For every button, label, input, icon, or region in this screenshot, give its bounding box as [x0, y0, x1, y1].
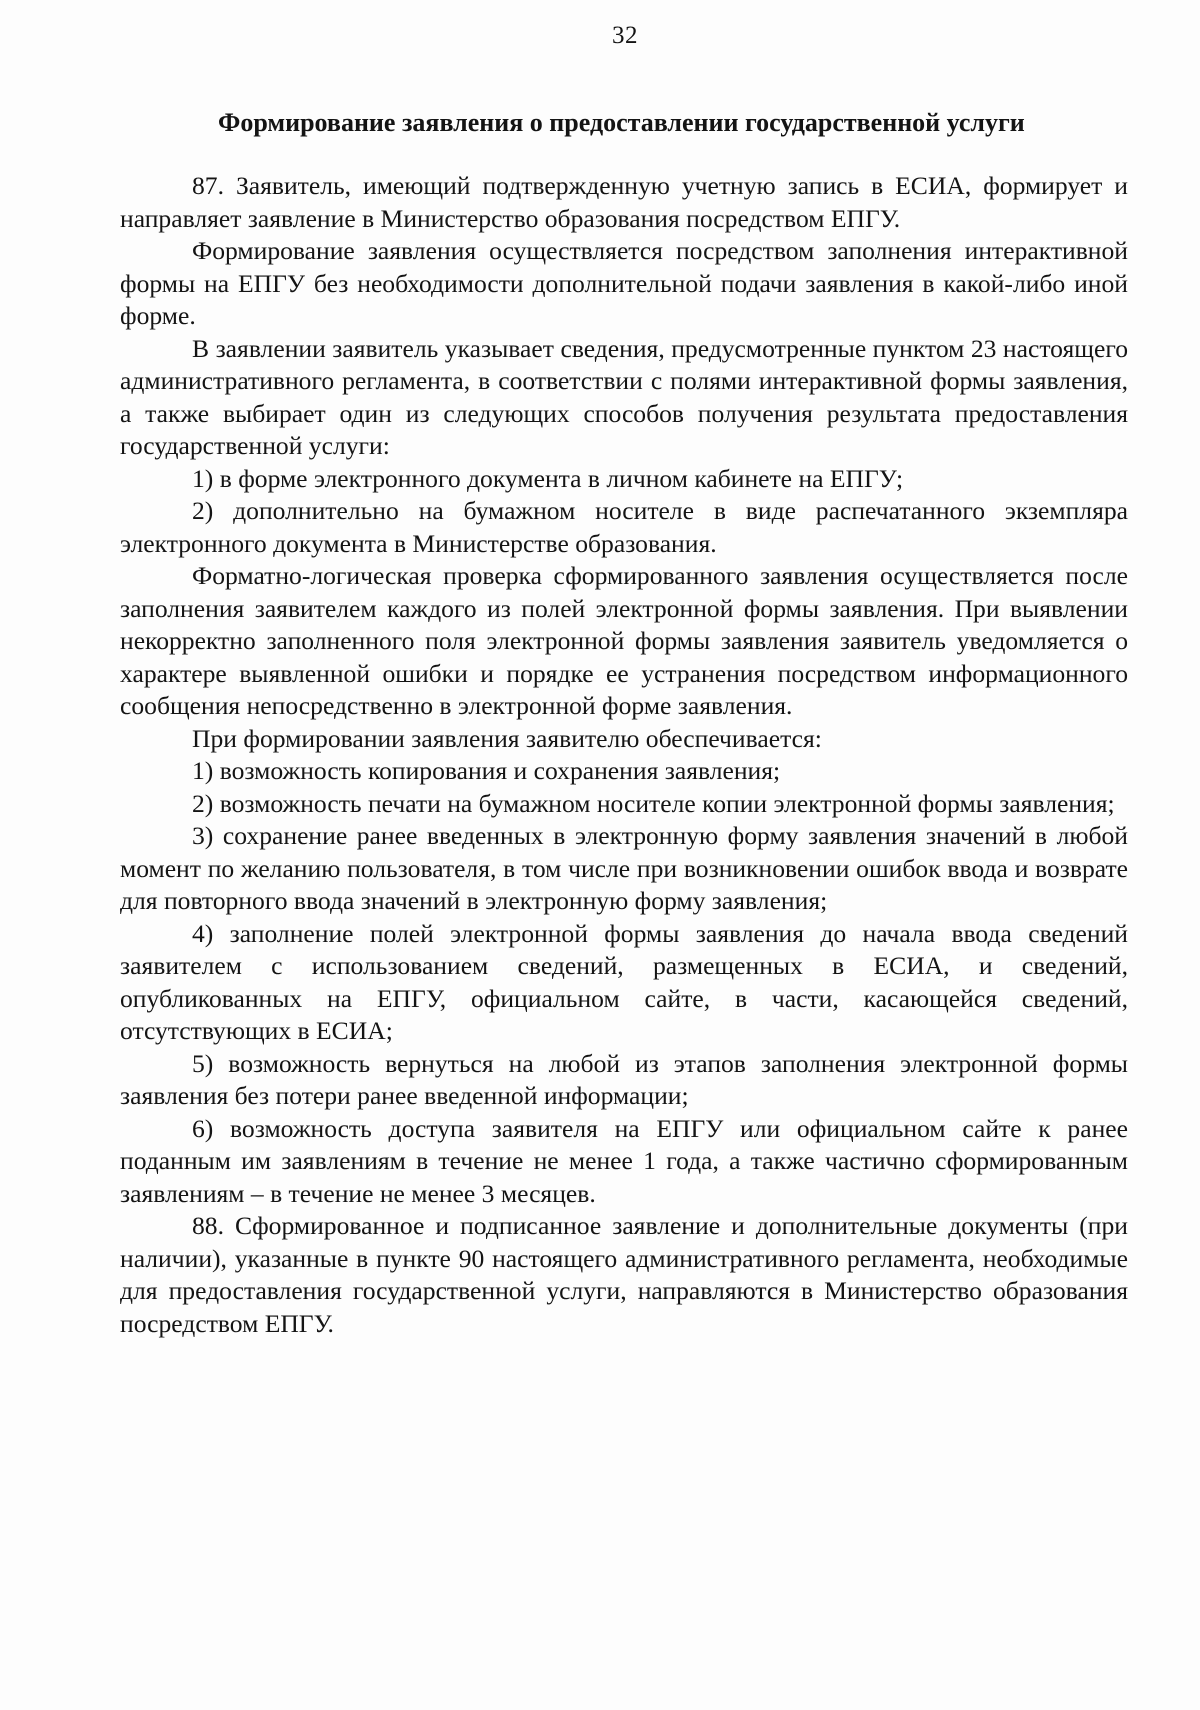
result-option-1: 1) в форме электронного документа в личном кабинете на ЕПГУ;: [192, 463, 904, 493]
paragraph-format-check: Форматно-логическая проверка сформированного заявления осуществляется после заполнения заявителем каждого из полей электронной формы заявления. При выявлении некорректно заполненного поля электронной формы заявления заявитель уведомляется о характере выявленной ошибки и порядке ее устранения посредством информационного сообщения непосредственно в электронной форме заявления.: [120, 561, 1128, 720]
paragraph-form-filling: Формирование заявления осуществляется посредством заполнения интерактивной формы на ЕПГУ без необходимости дополнительной подачи заявления в какой-либо иной форме.: [120, 236, 1128, 330]
feature-item-6: 6) возможность доступа заявителя на ЕПГУ или официальном сайте к ранее поданным им заявлениям в течение не менее 1 года, а также частично сформированным заявлениям – в течение не менее 3 месяцев.: [120, 1113, 1128, 1208]
paragraph-provided-features: При формировании заявления заявителю обеспечивается:: [192, 723, 822, 753]
document-body: [120, 170, 1128, 1340]
section-heading: Формирование заявления о предоставлении государственной услуги: [218, 108, 1025, 137]
feature-item-5: 5) возможность вернуться на любой из этапов заполнения электронной формы заявления без потери ранее введенной информации;: [120, 1048, 1128, 1110]
feature-item-4: 4) заполнение полей электронной формы заявления до начала ввода сведений заявителем с использованием сведений, размещенных в ЕСИА, и сведений, опубликованных на ЕПГУ, официальном сайте, в части, касающейся сведений, отсутствующих в ЕСИА;: [120, 918, 1128, 1045]
paragraph-87: 87. Заявитель, имеющий подтвержденную учетную запись в ЕСИА, формирует и направляет заявление в Министерство образования посредством ЕПГУ.: [120, 171, 1128, 233]
feature-item-3: 3) сохранение ранее введенных в электронную форму заявления значений в любой момент по желанию пользователя, в том числе при возникновении ошибок ввода и возврате для повторного ввода значений в электронную форму заявления;: [120, 821, 1128, 915]
paragraph-88: 88. Сформированное и подписанное заявление и дополнительные документы (при наличии), указанные в пункте 90 настоящего административного регламента, необходимые для предоставления государственной услуги, направляются в Министерство образования посредством ЕПГУ.: [120, 1211, 1128, 1338]
paragraph-application-content: В заявлении заявитель указывает сведения, предусмотренные пунктом 23 настоящего административного регламента, в соответствии с полями интерактивной формы заявления, а также выбирает один из следующих способов получения результата предоставления государственной услуги:: [120, 333, 1128, 460]
page-number: 32: [612, 22, 638, 49]
result-option-2: 2) дополнительно на бумажном носителе в виде распечатанного экземпляра электронного документа в Министерстве образования.: [120, 496, 1128, 558]
feature-item-1: 1) возможность копирования и сохранения заявления;: [192, 756, 781, 785]
feature-item-2: 2) возможность печати на бумажном носителе копии электронной формы заявления;: [192, 788, 1115, 818]
